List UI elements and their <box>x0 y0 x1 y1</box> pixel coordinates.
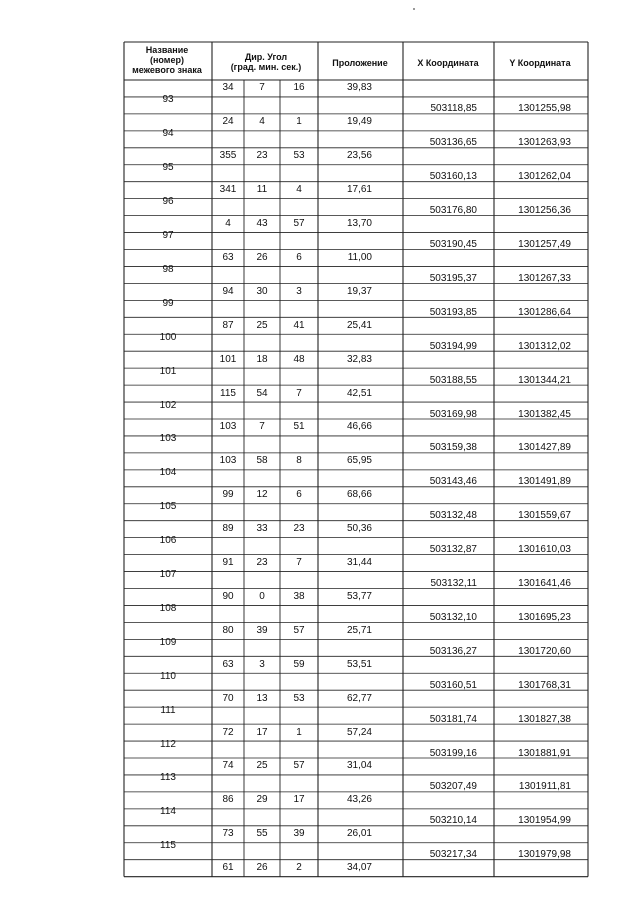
y-coordinate-value: 1301267,33 <box>518 272 571 284</box>
angle-degrees: 86 <box>222 794 234 806</box>
point-name: 110 <box>160 670 176 682</box>
point-name: 94 <box>162 128 174 140</box>
header-distance: Проложение <box>332 58 388 68</box>
point-name: 111 <box>160 704 176 716</box>
distance-value: 19,49 <box>346 116 372 128</box>
angle-degrees: 90 <box>222 590 234 602</box>
y-coordinate-value: 1301263,93 <box>518 137 571 149</box>
angle-degrees: 87 <box>222 319 234 331</box>
distance-value: 65,95 <box>346 455 372 467</box>
angle-seconds: 51 <box>293 421 305 433</box>
angle-seconds: 6 <box>296 489 302 501</box>
angle-seconds: 53 <box>293 150 305 162</box>
distance-value: 19,37 <box>346 285 372 297</box>
y-coordinate-value: 1301641,46 <box>518 578 571 590</box>
angle-degrees: 73 <box>222 828 234 840</box>
angle-minutes: 25 <box>256 319 268 331</box>
angle-degrees: 91 <box>222 557 234 569</box>
point-name: 93 <box>162 94 174 106</box>
point-name: 108 <box>159 602 177 614</box>
angle-minutes: 12 <box>256 489 268 501</box>
y-coordinate-value: 1301768,31 <box>518 679 571 691</box>
y-coordinate-value: 1301491,89 <box>518 476 571 488</box>
x-coordinate-value: 503193,85 <box>429 306 477 318</box>
point-name: 107 <box>159 569 177 581</box>
angle-degrees: 63 <box>222 251 234 263</box>
angle-degrees: 34 <box>222 82 234 94</box>
point-name: 106 <box>159 535 177 547</box>
point-name: 96 <box>162 196 174 208</box>
header-angle <box>216 52 316 72</box>
y-coordinate-value: 1301610,03 <box>518 544 571 556</box>
angle-seconds: 38 <box>293 590 305 602</box>
angle-seconds: 57 <box>293 760 305 772</box>
y-coordinate-value: 1301911,81 <box>518 781 571 793</box>
angle-degrees: 74 <box>222 760 234 772</box>
angle-seconds: 57 <box>293 218 305 230</box>
x-coordinate-value: 503160,13 <box>429 171 477 183</box>
angle-seconds: 59 <box>293 658 305 670</box>
angle-seconds: 23 <box>293 523 305 535</box>
angle-degrees: 24 <box>222 116 234 128</box>
distance-value: 39,83 <box>346 82 372 94</box>
angle-minutes: 0 <box>259 590 265 602</box>
angle-degrees: 63 <box>222 658 234 670</box>
angle-minutes: 33 <box>256 523 268 535</box>
angle-seconds: 6 <box>296 251 302 263</box>
y-coordinate-value: 1301255,98 <box>518 103 571 115</box>
y-coordinate-value: 1301257,49 <box>518 239 571 251</box>
point-name: 97 <box>162 230 174 242</box>
x-coordinate-value: 503195,37 <box>429 272 477 284</box>
angle-degrees: 103 <box>219 421 237 433</box>
angle-seconds: 16 <box>293 82 305 94</box>
distance-value: 43,26 <box>346 794 372 806</box>
angle-degrees: 341 <box>219 184 237 196</box>
y-coordinate-value: 1301695,23 <box>518 611 571 623</box>
angle-seconds: 1 <box>296 726 302 738</box>
point-name: 112 <box>160 738 176 750</box>
angle-seconds: 2 <box>296 862 302 874</box>
point-name: 114 <box>160 806 176 818</box>
header-angle-line-1: Дир. Угол <box>244 52 288 62</box>
distance-value: 13,70 <box>346 218 372 230</box>
angle-minutes: 58 <box>256 455 268 467</box>
y-coordinate-value: 1301720,60 <box>518 645 571 657</box>
angle-minutes: 17 <box>256 726 268 738</box>
angle-degrees: 80 <box>222 624 234 636</box>
angle-seconds: 48 <box>293 353 305 365</box>
angle-seconds: 8 <box>296 455 302 467</box>
angle-minutes: 39 <box>256 624 268 636</box>
distance-value: 46,66 <box>346 421 372 433</box>
header-x-coordinate: X Координата <box>417 58 479 68</box>
y-coordinate-value: 1301559,67 <box>518 510 571 522</box>
x-coordinate-value: 503132,87 <box>429 544 477 556</box>
x-coordinate-value: 503176,80 <box>429 205 477 217</box>
header-angle-line-2: (град. мин. сек.) <box>230 62 302 72</box>
x-coordinate-value: 503136,65 <box>429 137 477 149</box>
x-coordinate-value: 503159,38 <box>429 442 477 454</box>
distance-value: 23,56 <box>346 150 372 162</box>
angle-seconds: 39 <box>293 828 305 840</box>
distance-value: 53,77 <box>346 590 372 602</box>
header-name-line-3: межевого знака <box>132 65 202 75</box>
point-name: 100 <box>159 331 177 343</box>
x-coordinate-value: 503188,55 <box>429 374 477 386</box>
distance-value: 53,51 <box>346 658 372 670</box>
x-coordinate-value: 503199,16 <box>429 747 477 759</box>
angle-minutes: 13 <box>256 692 268 704</box>
header-y-coordinate: Y Координата <box>509 58 571 68</box>
angle-seconds: 3 <box>296 285 302 297</box>
point-name: 98 <box>162 263 174 275</box>
y-coordinate-value: 1301979,98 <box>518 849 571 861</box>
x-coordinate-value: 503181,74 <box>429 713 477 725</box>
distance-value: 42,51 <box>346 387 372 399</box>
angle-minutes: 30 <box>256 285 268 297</box>
point-name: 95 <box>162 162 174 174</box>
angle-seconds: 7 <box>296 557 302 569</box>
header-name <box>124 45 210 75</box>
angle-minutes: 23 <box>256 557 268 569</box>
y-coordinate-value: 1301262,04 <box>518 171 571 183</box>
angle-minutes: 7 <box>259 421 265 433</box>
angle-minutes: 54 <box>256 387 268 399</box>
x-coordinate-value: 503136,27 <box>429 645 477 657</box>
angle-degrees: 89 <box>222 523 234 535</box>
angle-minutes: 26 <box>256 862 268 874</box>
y-coordinate-value: 1301954,99 <box>518 815 571 827</box>
angle-minutes: 18 <box>256 353 268 365</box>
x-coordinate-value: 503132,11 <box>430 578 477 590</box>
distance-value: 62,77 <box>346 692 372 704</box>
angle-minutes: 25 <box>256 760 268 772</box>
x-coordinate-value: 503169,98 <box>429 408 477 420</box>
y-coordinate-value: 1301427,89 <box>518 442 571 454</box>
point-name: 113 <box>160 772 176 784</box>
x-coordinate-value: 503132,10 <box>429 611 477 623</box>
y-coordinate-value: 1301382,45 <box>518 408 571 420</box>
angle-seconds: 53 <box>293 692 305 704</box>
x-coordinate-value: 503118,85 <box>430 103 477 115</box>
point-name: 99 <box>162 297 174 309</box>
distance-value: 26,01 <box>346 828 372 840</box>
point-name: 101 <box>159 365 177 377</box>
angle-minutes: 4 <box>259 116 265 128</box>
y-coordinate-value: 1301881,91 <box>518 747 571 759</box>
distance-value: 68,66 <box>346 489 372 501</box>
angle-minutes: 3 <box>259 658 265 670</box>
angle-minutes: 26 <box>256 251 268 263</box>
angle-degrees: 355 <box>219 150 237 162</box>
angle-seconds: 4 <box>296 184 302 196</box>
distance-value: 31,44 <box>346 557 372 569</box>
angle-minutes: 43 <box>256 218 268 230</box>
distance-value: 25,71 <box>346 624 372 636</box>
distance-value: 25,41 <box>346 319 372 331</box>
angle-seconds: 57 <box>293 624 305 636</box>
angle-degrees: 4 <box>225 218 231 230</box>
angle-seconds: 1 <box>296 116 302 128</box>
point-name: 102 <box>159 399 177 411</box>
y-coordinate-value: 1301286,64 <box>518 306 571 318</box>
angle-minutes: 11 <box>256 184 268 196</box>
angle-degrees: 101 <box>219 353 237 365</box>
y-coordinate-value: 1301827,38 <box>518 713 571 725</box>
angle-degrees: 61 <box>222 862 234 874</box>
x-coordinate-value: 503217,34 <box>429 849 477 861</box>
distance-value: 32,83 <box>346 353 372 365</box>
angle-minutes: 55 <box>256 828 268 840</box>
distance-value: 57,24 <box>346 726 372 738</box>
distance-value: 11,00 <box>347 251 372 263</box>
angle-degrees: 72 <box>222 726 234 738</box>
header-name-line-1: Название <box>145 45 189 55</box>
angle-minutes: 7 <box>259 82 265 94</box>
distance-value: 34,07 <box>346 862 372 874</box>
distance-value: 31,04 <box>346 760 372 772</box>
x-coordinate-value: 503210,14 <box>429 815 477 827</box>
angle-seconds: 7 <box>296 387 302 399</box>
angle-degrees: 70 <box>222 692 234 704</box>
y-coordinate-value: 1301344,21 <box>518 374 571 386</box>
distance-value: 50,36 <box>346 523 372 535</box>
distance-value: 17,61 <box>346 184 372 196</box>
x-coordinate-value: 503194,99 <box>429 340 477 352</box>
point-name: 109 <box>159 636 177 648</box>
point-name: 103 <box>159 433 177 445</box>
angle-degrees: 103 <box>219 455 237 467</box>
point-name: 104 <box>159 467 177 479</box>
x-coordinate-value: 503132,48 <box>429 510 477 522</box>
angle-seconds: 17 <box>293 794 305 806</box>
x-coordinate-value: 503143,46 <box>429 476 477 488</box>
point-name: 115 <box>160 840 176 852</box>
point-name: 105 <box>159 501 177 513</box>
angle-degrees: 99 <box>222 489 234 501</box>
header-name-line-2: (номер) <box>150 55 184 65</box>
y-coordinate-value: 1301256,36 <box>518 205 571 217</box>
y-coordinate-value: 1301312,02 <box>518 340 571 352</box>
angle-minutes: 29 <box>256 794 268 806</box>
angle-degrees: 94 <box>222 285 234 297</box>
angle-minutes: 23 <box>256 150 268 162</box>
x-coordinate-value: 503190,45 <box>429 239 477 251</box>
x-coordinate-value: 503160,51 <box>429 679 477 691</box>
angle-degrees: 115 <box>220 387 236 399</box>
angle-seconds: 41 <box>293 319 305 331</box>
x-coordinate-value: 503207,49 <box>429 781 477 793</box>
